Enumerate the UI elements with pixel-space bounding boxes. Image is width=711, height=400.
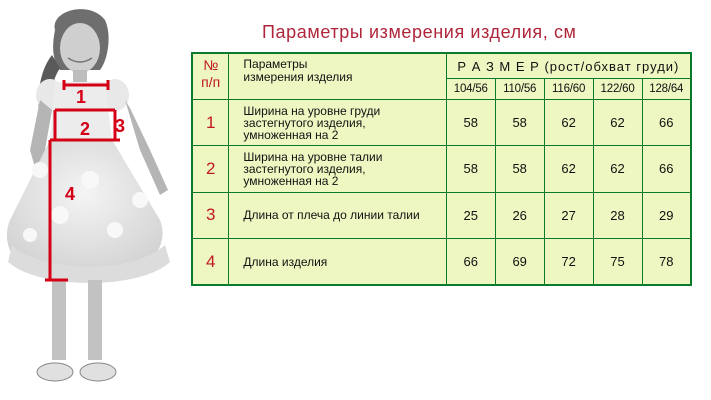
size-header: 104/56 — [446, 79, 495, 100]
value-cell: 66 — [642, 99, 691, 145]
param-line: Длина изделия — [243, 254, 328, 269]
value-cell: 29 — [642, 192, 691, 238]
table-row — [192, 192, 691, 238]
value-cell: 58 — [495, 99, 544, 145]
girl-illustration — [0, 0, 200, 400]
value-cell: 78 — [642, 239, 691, 285]
value-cell: 58 — [446, 146, 495, 192]
value-cell: 62 — [544, 99, 593, 145]
param-line: умноженная на 2 — [243, 173, 339, 188]
number-header-line1: № — [203, 57, 219, 73]
param-description — [229, 99, 446, 145]
value-cell: 62 — [593, 146, 642, 192]
size-header: 110/56 — [495, 79, 544, 100]
size-group-header: Р А З М Е Р (рост/обхват груди) — [446, 53, 691, 79]
value-cell: 28 — [593, 192, 642, 238]
param-line: застегнутого изделия, — [243, 161, 366, 176]
param-header-line2: измерения изделия — [243, 70, 353, 84]
param-description — [229, 192, 446, 238]
number-header-line2: п/п — [201, 74, 221, 90]
value-cell: 66 — [642, 146, 691, 192]
number-header — [192, 53, 229, 99]
row-number: 3 — [192, 192, 229, 238]
size-table — [191, 52, 692, 286]
param-header — [229, 53, 446, 99]
size-header: 116/60 — [544, 79, 593, 100]
value-cell: 58 — [446, 99, 495, 145]
measure-label-2: 2 — [80, 119, 91, 139]
row-number: 1 — [192, 99, 229, 145]
size-header: 122/60 — [593, 79, 642, 100]
value-cell: 62 — [593, 99, 642, 145]
param-line: застегнутого изделия, — [243, 115, 366, 130]
page-title: Параметры измерения изделия, см — [262, 22, 577, 42]
value-cell: 72 — [544, 239, 593, 285]
param-description — [229, 146, 446, 192]
table-row — [192, 146, 691, 192]
value-cell: 26 — [495, 192, 544, 238]
param-line: Длина от плеча до линии талии — [243, 208, 420, 223]
measure-label-3: 3 — [115, 116, 126, 136]
size-header: 128/64 — [642, 79, 691, 100]
value-cell: 62 — [544, 146, 593, 192]
table-row — [192, 99, 691, 145]
value-cell: 66 — [446, 239, 495, 285]
param-description — [229, 239, 446, 285]
child-dress-figure — [0, 0, 200, 400]
param-line: Ширина на уровне талии — [243, 149, 383, 164]
table-row — [192, 239, 691, 285]
value-cell: 75 — [593, 239, 642, 285]
measure-label-1: 1 — [76, 87, 87, 107]
header-row-top — [192, 53, 691, 79]
value-cell: 69 — [495, 239, 544, 285]
row-number: 4 — [192, 239, 229, 285]
value-cell: 58 — [495, 146, 544, 192]
param-header-line1: Параметры — [243, 57, 308, 71]
param-line: Ширина на уровне груди — [243, 103, 381, 118]
param-line: умноженная на 2 — [243, 127, 339, 142]
value-cell: 27 — [544, 192, 593, 238]
measure-label-4: 4 — [65, 184, 76, 204]
row-number: 2 — [192, 146, 229, 192]
value-cell: 25 — [446, 192, 495, 238]
